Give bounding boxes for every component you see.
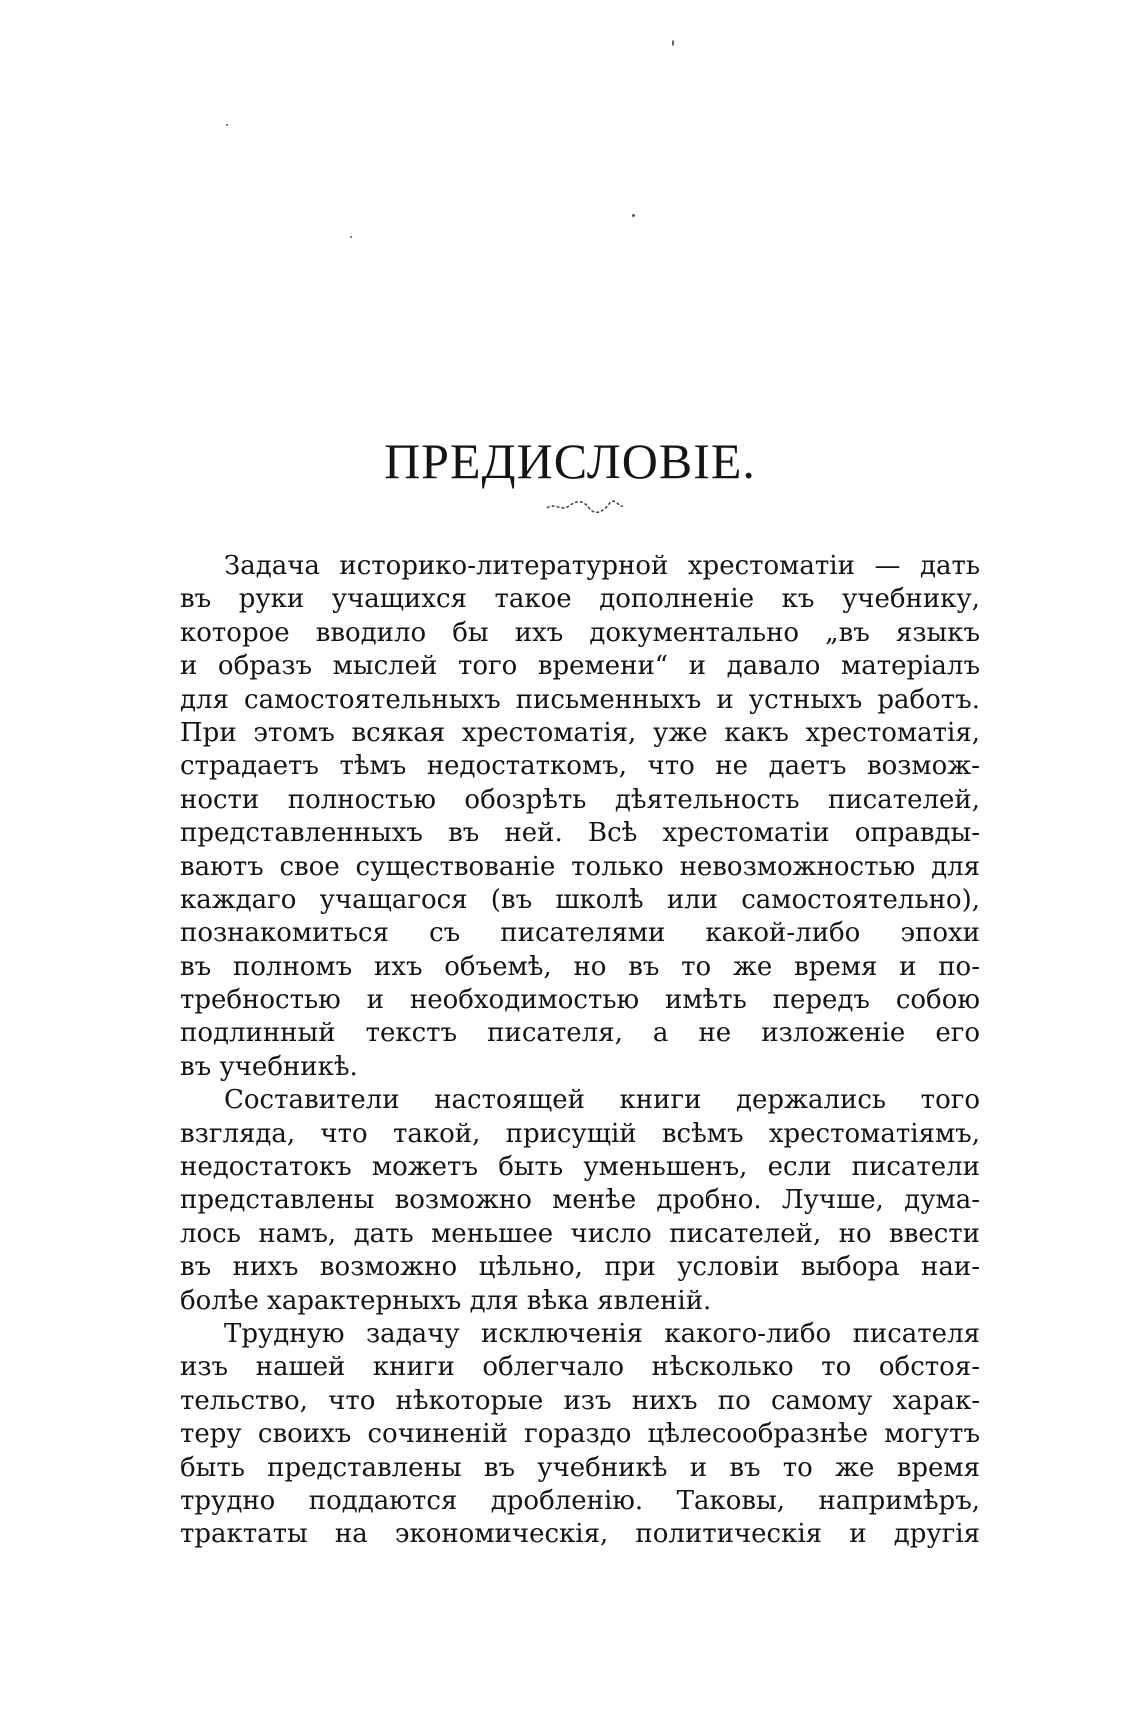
text-line: тельство, что нѣкоторые изъ нихъ по самому харак-: [180, 1385, 980, 1416]
paper-speck: [632, 214, 635, 217]
paragraph-1: [180, 550, 980, 1084]
text-line: изъ нашей книги облегчало нѣсколько то обстоя-: [180, 1352, 980, 1383]
text-line: каждаго учащагося (въ школѣ или самостоятельно),: [180, 884, 980, 915]
text-line: ности полностью обозрѣть дѣятельность писателей,: [180, 784, 980, 815]
text-line: ваютъ свое существованіе только невозможностью для: [180, 851, 980, 882]
paper-speck: [672, 40, 674, 46]
text-line: Составители настоящей книги держались того: [224, 1085, 980, 1116]
paragraph-3: [180, 1318, 980, 1552]
text-line: въ учебникѣ.: [180, 1051, 358, 1082]
paper-speck: [226, 124, 228, 126]
text-line: въ полномъ ихъ объемѣ, но въ то же время и по-: [180, 951, 980, 982]
text-line: для самостоятельныхъ письменныхъ и устныхъ работъ.: [180, 684, 980, 715]
text-line: требностью и необходимостью имѣть передъ собою: [180, 985, 980, 1016]
page-title: ПРЕДИСЛОВІЕ.: [384, 433, 756, 489]
text-line: трактаты на экономическія, политическія и другія: [180, 1519, 980, 1550]
text-line: страдаетъ тѣмъ недостаткомъ, что не даетъ возмож-: [180, 751, 980, 782]
text-line: взгляда, что такой, присущій всѣмъ хрестоматіямъ,: [180, 1118, 980, 1149]
text-line: подлинный текстъ писателя, а не изложеніе его: [180, 1018, 980, 1049]
title-flourish-ornament-icon: [545, 498, 625, 514]
text-line: представленныхъ въ ней. Всѣ хрестоматіи оправды-: [180, 818, 980, 849]
text-line: которое вводило бы ихъ документально „въ языкъ: [180, 617, 980, 648]
text-line: лось намъ, дать меньшее число писателей, но ввести: [180, 1218, 980, 1249]
text-line: въ руки учащихся такое дополненіе къ учебнику,: [180, 584, 980, 615]
paper-speck: [350, 236, 352, 238]
text-line: болѣе характерныхъ для вѣка явленій.: [180, 1285, 712, 1316]
paragraph-2: [180, 1084, 980, 1318]
text-line: Трудную задачу исключенія какого-либо писателя: [224, 1318, 980, 1349]
text-line: теру своихъ сочиненій гораздо цѣлесообразнѣе могутъ: [180, 1419, 980, 1450]
text-line: представлены возможно менѣе дробно. Лучше, дума-: [180, 1185, 980, 1216]
text-line: Задача историко-литературной хрестоматіи — дать: [224, 551, 980, 581]
text-line: познакомиться съ писателями какой-либо эпохи: [180, 918, 980, 949]
text-line: При этомъ всякая хрестоматія, уже какъ хрестоматія,: [180, 717, 980, 748]
text-line: въ нихъ возможно цѣльно, при условіи выбора наи-: [180, 1252, 980, 1283]
text-line: трудно поддаются дробленію. Таковы, напримѣръ,: [180, 1485, 980, 1516]
text-line: быть представлены въ учебникѣ и въ то же время: [180, 1452, 980, 1483]
preface-body: [180, 550, 980, 1552]
text-line: и образъ мыслей того времени“ и давало матеріалъ: [180, 651, 980, 682]
text-line: недостатокъ можетъ быть уменьшенъ, если писатели: [180, 1152, 980, 1183]
